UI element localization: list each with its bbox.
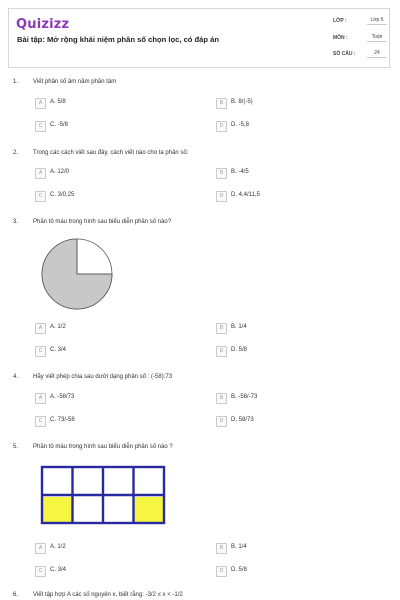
option-text: C. 73/-58 [50, 417, 75, 423]
question-number: 3. [13, 219, 19, 225]
option-text: C. -5/8 [50, 122, 69, 128]
option-letter: A [35, 168, 46, 179]
option-letter: C [35, 346, 46, 357]
option-letter: B [216, 393, 227, 404]
option-letter: C [35, 191, 46, 202]
option-letter: B [216, 168, 227, 179]
question-number: 2. [13, 150, 19, 156]
grid-shaded-cell [134, 497, 164, 523]
option-text: A. 12/0 [50, 169, 70, 175]
option-letter: A [35, 98, 46, 109]
option-text: C. 3/0,25 [50, 192, 75, 198]
option-text: D. 4,4/11,5 [231, 192, 260, 198]
question-text: Trong các cách viết sau đây, cách viết nào cho ta phân số: [33, 150, 189, 156]
option-letter: A [35, 323, 46, 334]
meta-label-count: SỐ CÂU : [333, 51, 356, 57]
option-letter: B [216, 98, 227, 109]
option-text: D. 58/73 [231, 417, 254, 423]
option-letter: A [35, 543, 46, 554]
question-text: Phần tô màu trong hình sau biểu diễn phân số nào ? [33, 444, 173, 450]
option-letter: D [216, 346, 227, 357]
option-text: B. 8/(-5) [231, 99, 253, 105]
option-letter: C [35, 416, 46, 427]
option-letter: B [216, 543, 227, 554]
option-text: A. -58/73 [50, 394, 75, 400]
option-letter: D [216, 416, 227, 427]
pie-figure [40, 237, 114, 311]
option-text: B. 1/4 [231, 544, 247, 550]
worksheet-header [8, 8, 390, 68]
option-letter: D [216, 566, 227, 577]
option-letter: A [35, 393, 46, 404]
question-text: Viết tập hợp A các số nguyên x, biết rằng: -3/2 ≤ x < -1/2 [33, 592, 183, 598]
question-number: 5. [13, 444, 19, 450]
question-number: 6. [13, 592, 19, 598]
option-text: C. 3/4 [50, 347, 67, 353]
meta-value-class: Lớp 6 [367, 17, 387, 25]
meta-label-subject: MÔN : [333, 35, 348, 41]
option-letter: C [35, 121, 46, 132]
option-letter: D [216, 191, 227, 202]
option-text: A. 1/2 [50, 324, 66, 330]
meta-label-class: LỚP : [333, 18, 347, 24]
option-letter: C [35, 566, 46, 577]
option-text: B. -4/5 [231, 169, 249, 175]
option-text: B. 1/4 [231, 324, 247, 330]
grid-shaded-cell [42, 497, 72, 523]
option-letter: B [216, 323, 227, 334]
option-text: A. 1/2 [50, 544, 66, 550]
option-letter: D [216, 121, 227, 132]
grid-figure [38, 463, 168, 527]
question-text: Phần tô màu trong hình sau biểu diễn phân số nào? [33, 219, 172, 225]
option-text: B. -58/-73 [231, 394, 258, 400]
option-text: A. 5/8 [50, 99, 66, 105]
option-text: C. 3/4 [50, 567, 67, 573]
meta-value-subject: Toán [367, 34, 387, 42]
question-text: Hãy viết phép chia sau dưới dạng phân số : (-58):73 [33, 374, 173, 380]
question-text: Viết phân số âm năm phần tám [33, 79, 117, 85]
option-text: D. 5/8 [231, 347, 248, 353]
question-number: 4. [13, 374, 19, 380]
quizizz-logo: Quizizz [16, 17, 70, 32]
option-text: D. 5/8 [231, 567, 248, 573]
question-number: 1. [13, 79, 19, 85]
worksheet-title: Bài tập: Mở rộng khái niệm phân số chọn lọc, có đáp án [17, 35, 220, 44]
meta-value-count: 24 [367, 50, 387, 58]
option-text: D. -5,8 [231, 122, 250, 128]
